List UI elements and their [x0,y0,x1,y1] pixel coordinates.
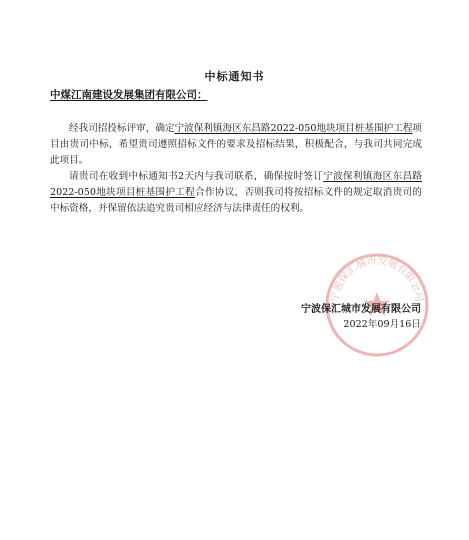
signature-date: 2022年09月16日 [343,319,421,330]
document-title: 中标通知书 [204,70,265,83]
recipient-line: 中煤江南建设发展集团有限公司： [50,89,208,101]
signer-company: 宁波保汇城市发展有限公司 [301,304,421,315]
paragraph-contract-tail: 合作协议，否则我司将按招标文件的规定取消贵司的中标资格，并保留依法追究贵司相应经济与法律责任的权利。 [50,187,423,214]
paragraph-award-lead: 经我司招投标评审，确定 [69,123,175,134]
project-name-underlined: 宁波保利镇海区东昌路2022-050地块项目桩基围护工程 [174,123,413,134]
paragraph-award [50,121,422,169]
paragraph-contract [50,169,422,217]
seal-text: 宁波保汇城市发展有限公司 [329,255,425,303]
project-name-underlined: 宁波保利镇海区东昌路2022-050地块项目桩基围护工程 [50,171,422,198]
paragraph-award-tail: 项目由贵司中标，希望贵司遵照招标文件的要求及招标结果，积极配合，与我司共同完成此项目。 [50,123,423,166]
paragraph-contract-lead: 请贵司在收到中标通知书2天内与我司联系，确保按时签订 [69,171,324,182]
